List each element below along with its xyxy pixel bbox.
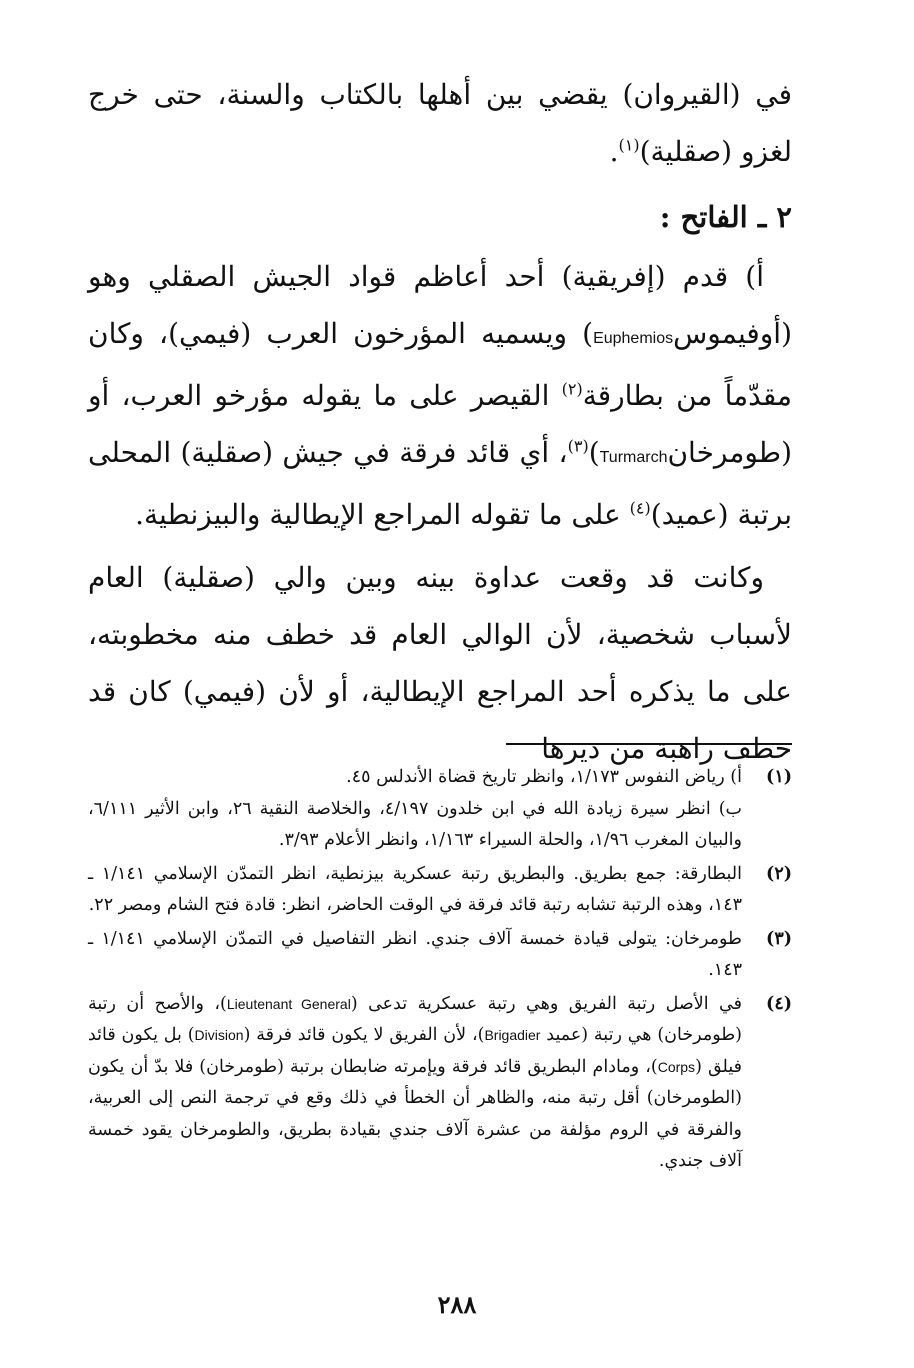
paragraph-text: في (القيروان) يقضي بين أهلها بالكتاب والسنة، حتى خرج لغزو (صقلية): [88, 78, 792, 168]
footnote-body: [88, 859, 742, 922]
main-text: [88, 66, 792, 777]
paragraph-enmity: وكانت قد وقعت عداوة بينه وبين والي (صقلية) العام لأسباب شخصية، لأن الوالي العام قد خطف منه مخطوبته، على ما يذكره أحد المراجع الإيطالية، أو لأن (فيمي) كان قد خطف راهبة من ديرها: [88, 561, 792, 765]
paragraph-euphemios: [88, 248, 792, 543]
footnote-text: ) بل يكون قائد فيلق (: [88, 1025, 742, 1077]
footnote-line: أ) رياض النفوس ١/١٧٣، وانظر تاريخ قضاة الأندلس ٤٥.: [346, 767, 742, 787]
latin-term-corps: Corps: [657, 1058, 696, 1075]
paragraph-text: على ما تقوله المراجع الإيطالية والبيزنطية.: [135, 498, 630, 531]
footnote-ref-3: (٣): [567, 436, 589, 456]
footnote-separator: [506, 743, 792, 745]
footnote-body: [88, 989, 742, 1178]
footnote-ref-4: (٤): [629, 498, 651, 518]
footnote-number: (٤): [766, 993, 792, 1014]
paragraph-continuation: [88, 66, 792, 180]
footnote-number: (٢): [766, 863, 792, 884]
latin-term-lieutenant-general: Lieutenant General: [226, 995, 351, 1012]
latin-term-division: Division: [194, 1027, 244, 1043]
page-number: ٢٨٨: [437, 1290, 477, 1319]
footnote-2: [88, 859, 792, 922]
footnote-1: [88, 762, 792, 857]
paragraph-text: ) ويسميه المؤرخون العرب (فيمي)، وكان مقدّماً من بطارقة: [88, 317, 792, 412]
footnote-line: طومرخان: يتولى قيادة خمسة آلاف جندي. انظر التفاصيل في التمدّن الإسلامي ١/١٤١ ـ ١٤٣.: [88, 928, 742, 980]
footnote-4: [88, 989, 792, 1178]
paragraph-end: .: [609, 135, 619, 168]
footnote-body: [88, 924, 742, 987]
paragraph-text: القيصر على ما يقوله مؤرخو العرب، أو (طومرخان: [88, 379, 793, 469]
footnotes: [88, 762, 792, 1180]
paragraph-text: ، أي قائد فرقة في جيش (صقلية) المحلى برتبة (عميد): [88, 436, 792, 531]
paragraph-text: أ) قدم (إفريقية) أحد أعاظم قواد الجيش الصقلي وهو (أوفيموس: [88, 260, 792, 350]
footnote-line: البطارقة: جمع بطريق. والبطريق رتبة عسكرية بيزنطية، انظر التمدّن الإسلامي ١/١٤١ ـ ١٤٣، وهذه الرتبة تشابه رتبة قائد فرقة في الوقت الحاضر، انظر: قادة فتح الشام ومصر ٢٢.: [88, 863, 742, 915]
latin-term-turmarch: Turmarch: [599, 449, 668, 466]
footnote-ref-2: (٢): [561, 379, 583, 399]
paragraph-text: ): [588, 436, 600, 469]
footnote-line: ب) انظر سيرة زيادة الله في ابن خلدون ٤/١٩٧، والخلاصة النقية ٢٦، وابن الأثير ٦/١١١، والبيان المغرب ١/٩٦، والحلة السيراء ١/١٦٣، وانظر الأعلام ٣/٩٣.: [88, 798, 742, 850]
footnote-text: في الأصل رتبة الفريق وهي رتبة عسكرية تدعى (: [350, 993, 743, 1014]
footnote-text: )، لأن الفريق لا يكون قائد فرقة (: [243, 1025, 485, 1045]
footnote-body: [88, 762, 742, 857]
latin-term-euphemios: Euphemios: [593, 330, 674, 347]
footnote-3: [88, 924, 792, 987]
footnote-text: )، ومادام البطريق قائد فرقة ويإمرته ضابطان برتبة (طومرخان) فلا بدّ أن يكون (الطومرخان) أقل رتبة منه، والظاهر أن الخطأ في ذلك وقع في ترجمة النص إلى العربية، والفرقة في الروم مؤلفة من عشرة آلاف جندي بقيادة بطريق، والطومرخان يقود خمسة آلاف جندي.: [88, 1056, 742, 1171]
footnote-ref-1: (١): [618, 135, 640, 155]
latin-term-brigadier: Brigadier: [484, 1027, 541, 1043]
footnote-number: (١): [766, 767, 792, 787]
footnote-number: (٣): [766, 928, 792, 949]
section-heading: ٢ ـ الفاتح :: [659, 200, 792, 234]
footnote-text: )، والأصح أن رتبة (طومرخان) هي رتبة (عميد: [88, 993, 742, 1045]
